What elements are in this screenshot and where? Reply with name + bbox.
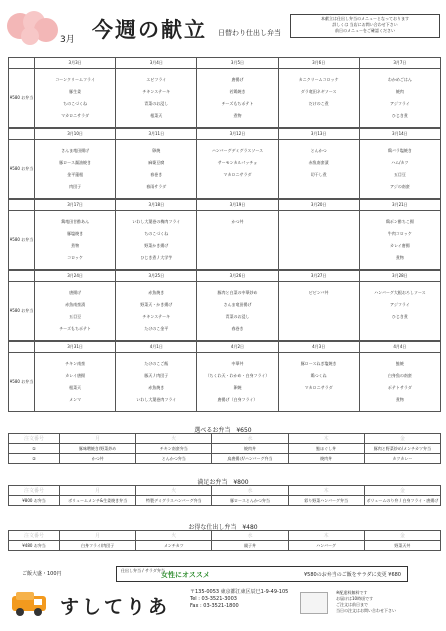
menu-item	[279, 394, 359, 406]
value-table	[8, 530, 441, 551]
week-table	[8, 57, 441, 128]
footer-note: ご注文は前日まで	[336, 602, 368, 607]
weekday-cell: 月	[60, 486, 136, 496]
date-cell: 3月18日	[116, 200, 197, 211]
menu-cell	[359, 140, 440, 199]
notice-line: 詳しくは 当店にお問い合わせ下さい	[332, 22, 398, 27]
fax-icon	[300, 592, 328, 614]
menu-item: 春巻き	[150, 172, 163, 177]
weekday-cell: 火	[136, 486, 212, 496]
menu-item: 鶏バラ塩焼き	[387, 148, 412, 153]
weekday-cell: 金	[364, 531, 440, 541]
menu-item: 赤魚南蛮漬	[65, 302, 86, 307]
menu-item: 五目豆	[393, 172, 406, 177]
promo-left: 仕出し弁当 / サラダ弁当	[121, 568, 165, 573]
choice-table	[8, 433, 441, 464]
date-cell: 3月28日	[359, 271, 440, 282]
choice-section-title: 選べるお弁当 ¥650	[194, 427, 252, 434]
weekday-cell: 水	[212, 531, 288, 541]
menu-item: ひじき煮	[391, 113, 408, 118]
menu-cell	[35, 140, 116, 199]
header	[0, 0, 446, 50]
notice-line: 前日のメニューをご確認ください	[335, 28, 395, 33]
menu-item: コーンクリームフライ	[55, 77, 95, 82]
menu-item: 五目豆	[69, 314, 82, 319]
menu-item: チキン南蛮	[65, 361, 86, 366]
price-label: ¥580 お弁当	[9, 69, 35, 128]
option-item: カツカレー	[364, 454, 440, 464]
menu-item: 煮物	[71, 243, 80, 248]
menu-item	[279, 228, 359, 240]
menu-cell	[278, 353, 359, 412]
price-label: ¥580 お弁当	[9, 353, 35, 412]
menu-item: とんかつ	[310, 148, 327, 153]
week-table	[8, 199, 441, 270]
option-item: とんかつ弁当	[136, 454, 212, 464]
menu-item	[197, 181, 277, 193]
menu-cell	[359, 353, 440, 412]
delivery-car-icon	[10, 588, 48, 618]
menu-cell	[116, 282, 197, 341]
date-cell: 3月31日	[35, 342, 116, 353]
menu-item: ひじき煮 / 大学芋	[140, 255, 173, 260]
menu-cell	[116, 69, 197, 128]
menu-item: コロッケ	[67, 255, 84, 260]
option-item: ボリュームメンチ&生姜焼き弁当	[60, 496, 136, 506]
menu-cell	[197, 69, 278, 128]
menu-item: ビビンバ丼	[308, 290, 329, 295]
menu-cell	[35, 282, 116, 341]
price-label: ¥580 お弁当	[9, 211, 35, 270]
menu-item	[279, 240, 359, 252]
menu-item: ちのこづくね	[144, 231, 169, 236]
menu-item: 鶏竜田甘酢あん	[61, 219, 90, 224]
menu-cell	[35, 69, 116, 128]
date-cell: 3月27日	[278, 271, 359, 282]
menu-item: たけのこご飯	[144, 361, 169, 366]
weekday-cell: 金	[364, 486, 440, 496]
menu-cell	[116, 353, 197, 412]
date-cell: 3月11日	[116, 129, 197, 140]
date-cell: 3月14日	[359, 129, 440, 140]
option-item: 白身フライ/肉団子	[60, 541, 136, 551]
menu-item: 赤魚焼き	[148, 290, 165, 295]
menu-item: ダラ竜田ネギソース	[300, 89, 337, 94]
menu-cell	[197, 211, 278, 270]
date-cell: 4月3日	[278, 342, 359, 353]
menu-item: 豚ロース醤油焼き	[59, 160, 91, 165]
order-number-header: 注文番号	[9, 486, 60, 496]
menu-item: エビフライ	[146, 77, 167, 82]
menu-cell	[359, 69, 440, 128]
tel: Tel : 03-3521-3003	[190, 596, 237, 602]
option-item: 親子丼	[212, 541, 288, 551]
menu-cell	[197, 140, 278, 199]
option-item: 焼肉丼	[212, 444, 288, 454]
menu-cell	[278, 211, 359, 270]
price-label: ¥580 お弁当	[9, 282, 35, 341]
date-cell: 3月24日	[35, 271, 116, 282]
date-cell: 3月10日	[35, 129, 116, 140]
menu-item	[197, 240, 277, 252]
weekday-cell: 木	[288, 486, 364, 496]
menu-item: 鮭焼	[395, 361, 404, 366]
corner-cell	[9, 58, 35, 69]
menu-item: メンマ	[69, 397, 82, 402]
date-cell: 3月25日	[116, 271, 197, 282]
weekday-cell: 月	[60, 531, 136, 541]
contact-info	[190, 589, 288, 610]
value-section-title: お得な仕出し弁当 ¥480	[188, 524, 258, 531]
menu-item: チキンステーキ	[142, 314, 171, 319]
order-number: ①	[9, 444, 60, 454]
menu-item: 鶏ポン酢ちこ揚	[385, 219, 414, 224]
menu-item: アジの南蛮	[389, 184, 410, 189]
menu-item: アジフライ	[390, 101, 410, 106]
menu-item	[197, 228, 277, 240]
option-item: かつ丼	[60, 454, 136, 464]
weekday-cell: 木	[288, 531, 364, 541]
date-cell: 4月2日	[197, 342, 278, 353]
date-cell: 3月5日	[197, 58, 278, 69]
menu-item: 煮物	[395, 255, 404, 260]
menu-item: ひじき煮	[391, 314, 408, 319]
menu-cell	[278, 282, 359, 341]
option-item: 豚ロースとんかつ弁当	[212, 496, 288, 506]
footer-note: ※配達料無料です	[336, 590, 368, 595]
menu-cell	[278, 140, 359, 199]
date-cell: 3月12日	[197, 129, 278, 140]
weekday-cell: 金	[364, 434, 440, 444]
price-label: ¥580 お弁当	[9, 140, 35, 199]
month-label: 3月	[60, 35, 75, 45]
menu-item: 春雨サラダ	[146, 184, 167, 189]
menu-item: わかめごはん	[387, 77, 412, 82]
week-table	[8, 341, 441, 412]
corner-cell	[9, 271, 35, 282]
menu-item: カレイ唐揚	[65, 373, 85, 378]
option-item: 鳥唐揚げ/ハンバーグ弁当	[212, 454, 288, 464]
date-cell: 3月19日	[197, 200, 278, 211]
menu-item: 豚肉と白菜の中華炒め	[217, 290, 258, 295]
menu-item: 豚天 / 肉団子	[144, 373, 169, 378]
menu-item: 春巻き	[231, 326, 244, 331]
option-item: 豚味噌焼き/野菜炒め	[60, 444, 136, 454]
menu-item	[279, 299, 359, 311]
menu-item: 根菜天	[69, 385, 82, 390]
menu-item	[279, 311, 359, 323]
option-item: ボリュームのり弁 / 白身フライ・唐揚げ	[364, 496, 440, 506]
menu-item	[279, 216, 359, 228]
menu-item: 煮物	[233, 113, 242, 118]
page-title: 今週の献立	[92, 17, 207, 42]
date-cell: 3月17日	[35, 200, 116, 211]
menu-item: ちのこづくね	[63, 101, 88, 106]
menu-item	[360, 323, 440, 335]
menu-item: 牛肉コロッケ	[387, 231, 412, 236]
menu-item: たけのこ金平	[144, 326, 169, 331]
full-section-title: 満足お弁当 ¥800	[197, 479, 249, 486]
menu-item: 青菜のお浸し	[225, 314, 250, 319]
footer-note: 当日の注文はお問い合わせ下さい	[336, 608, 396, 613]
menu-item	[279, 110, 359, 122]
menu-item: 野菜天・かき揚げ	[140, 302, 173, 307]
date-cell: 3月4日	[116, 58, 197, 69]
option-item: 野菜天丼	[364, 541, 440, 551]
menu-cell	[197, 353, 278, 412]
menu-item: 焼肉	[395, 89, 404, 94]
menu-cell	[278, 69, 359, 128]
menu-item: 豚ロースねぎ塩焼き	[300, 361, 337, 366]
menu-item: ハンバーグデミグラスソース	[211, 148, 264, 153]
weekday-cell: 火	[136, 434, 212, 444]
page-subtitle: 日替わり仕出し弁当	[218, 29, 281, 37]
menu-item: マカロニサラダ	[223, 172, 252, 177]
menu-item: 唐揚げ	[231, 77, 244, 82]
weekday-cell: 水	[212, 434, 288, 444]
date-cell: 4月1日	[116, 342, 197, 353]
menu-item: さんま竜田揚げ	[223, 302, 252, 307]
menu-item: マカロニサラダ	[61, 113, 90, 118]
date-cell: 3月26日	[197, 271, 278, 282]
menu-item: 若鶏焼き	[229, 89, 246, 94]
menu-item: 唐揚げ（白身フライ）	[217, 397, 258, 402]
date-cell: 3月20日	[278, 200, 359, 211]
option-item: 特製デミグラスハンバーグ弁当	[136, 496, 212, 506]
promo-right: ¥580のお弁当のご飯をサラダに変更 ¥680	[304, 572, 401, 578]
weekday-cell: 水	[212, 486, 288, 496]
menu-item: 野菜かき揚げ	[144, 243, 169, 248]
menu-item: マカロニサラダ	[304, 385, 333, 390]
option-item: 豚肉と野菜炒め/メンチカツ弁当	[364, 444, 440, 454]
menu-item	[279, 181, 359, 193]
date-cell: 3月6日	[278, 58, 359, 69]
menu-item: ポテトサラダ	[387, 385, 412, 390]
rice-note: ご飯大盛・100円	[22, 571, 62, 577]
menu-item: （ちくわ天・わかめ・白身フライ）	[205, 373, 270, 378]
corner-cell	[9, 342, 35, 353]
menu-item: 切干し煮	[310, 172, 327, 177]
date-cell: 3月13日	[278, 129, 359, 140]
promo-banner	[116, 566, 408, 582]
menu-item: チキンステーキ	[142, 89, 171, 94]
menu-item: 煮物	[395, 397, 404, 402]
full-table	[8, 485, 441, 506]
weekday-cell: 木	[288, 434, 364, 444]
menu-item: 赤魚南蛮漬	[308, 160, 329, 165]
option-item: 彩り野菜ハンバーグ弁当	[288, 496, 364, 506]
week-table	[8, 128, 441, 199]
menu-item: 豚塩焼き	[67, 231, 84, 236]
order-number: ¥800 お弁当	[9, 496, 60, 506]
menu-item: チーズもちポテト	[221, 101, 254, 106]
menu-item: 金平蓮根	[67, 172, 84, 177]
address: 〒135-0053 東京都江東区辰巳1-9-49-105	[190, 589, 289, 595]
menu-item	[197, 252, 277, 264]
brand-name: すしてりあ	[60, 596, 171, 618]
menu-item: ハム/カツ	[391, 160, 409, 165]
menu-item: カレイ唐揚	[389, 243, 410, 248]
menu-item: 鶏つくね	[310, 373, 327, 378]
menu-cell	[35, 353, 116, 412]
option-item: 焼肉丼	[288, 454, 364, 464]
menu-item: 麻婆豆腐	[148, 160, 165, 165]
menu-item: 赤魚焼き	[148, 385, 165, 390]
menu-cell	[359, 282, 440, 341]
fax: Fax : 03-3521-1800	[190, 603, 239, 609]
date-cell: 4月4日	[359, 342, 440, 353]
order-number-header: 注文番号	[9, 531, 60, 541]
footer-notes	[336, 590, 396, 614]
order-number: ¥480 お弁当	[9, 541, 60, 551]
menu-cell	[116, 211, 197, 270]
corner-cell	[9, 200, 35, 211]
option-item: チキン南蛮弁当	[136, 444, 212, 454]
date-cell: 3月7日	[359, 58, 440, 69]
week-table	[8, 270, 441, 341]
menu-cell	[116, 140, 197, 199]
order-number: ②	[9, 454, 60, 464]
menu-item: サーモンカルパッチョ	[217, 160, 258, 165]
option-item: ハンバーグ	[288, 541, 364, 551]
menu-item: 卵焼	[152, 148, 161, 153]
menu-item: 肉団子	[69, 184, 82, 189]
weekday-cell: 月	[60, 434, 136, 444]
menu-item	[279, 323, 359, 335]
month-logo	[6, 8, 68, 46]
menu-item: いわし大葉巻肉フライ	[136, 397, 177, 402]
menu-item: だけのこ煮	[308, 101, 329, 106]
menu-cell	[35, 211, 116, 270]
menu-item: ハンバーグ大根おろしソース	[374, 290, 426, 295]
date-cell: 3月3日	[35, 58, 116, 69]
menu-cell	[359, 211, 440, 270]
menu-item: かつ丼	[231, 219, 244, 224]
footer-note: お届けは10時頃です	[336, 596, 374, 601]
menu-item: 根菜天	[150, 113, 163, 118]
date-cell: 3月21日	[359, 200, 440, 211]
menu-item: カニクリームコロッケ	[298, 77, 339, 82]
menu-item: 卵焼	[233, 385, 242, 390]
menu-item: 青菜のお浸し	[144, 101, 169, 106]
menu-item: チーズもちポテト	[59, 326, 91, 331]
menu-item: アジフライ	[390, 302, 410, 307]
menu-item: 豚生姜	[69, 89, 82, 94]
option-item: 鮭ほぐし丼	[288, 444, 364, 454]
menu-item: 白身魚の南蛮	[387, 373, 412, 378]
notice-line: 本献立は仕出し弁当のメニューとなっております	[321, 16, 409, 21]
notice-box	[290, 14, 440, 38]
promo-main: 女性にオススメ	[161, 571, 210, 579]
corner-cell	[9, 129, 35, 140]
menu-item: 唐揚げ	[69, 290, 82, 295]
option-item: メンチカツ	[136, 541, 212, 551]
menu-item: さんま竜田揚げ	[61, 148, 90, 153]
weekday-cell: 火	[136, 531, 212, 541]
menu-item	[279, 252, 359, 264]
menu-item: いわし大葉巻の梅肉フライ	[132, 219, 181, 224]
order-number-header: 注文番号	[9, 434, 60, 444]
menu-cell	[197, 282, 278, 341]
menu-item: 中華丼	[231, 361, 244, 366]
